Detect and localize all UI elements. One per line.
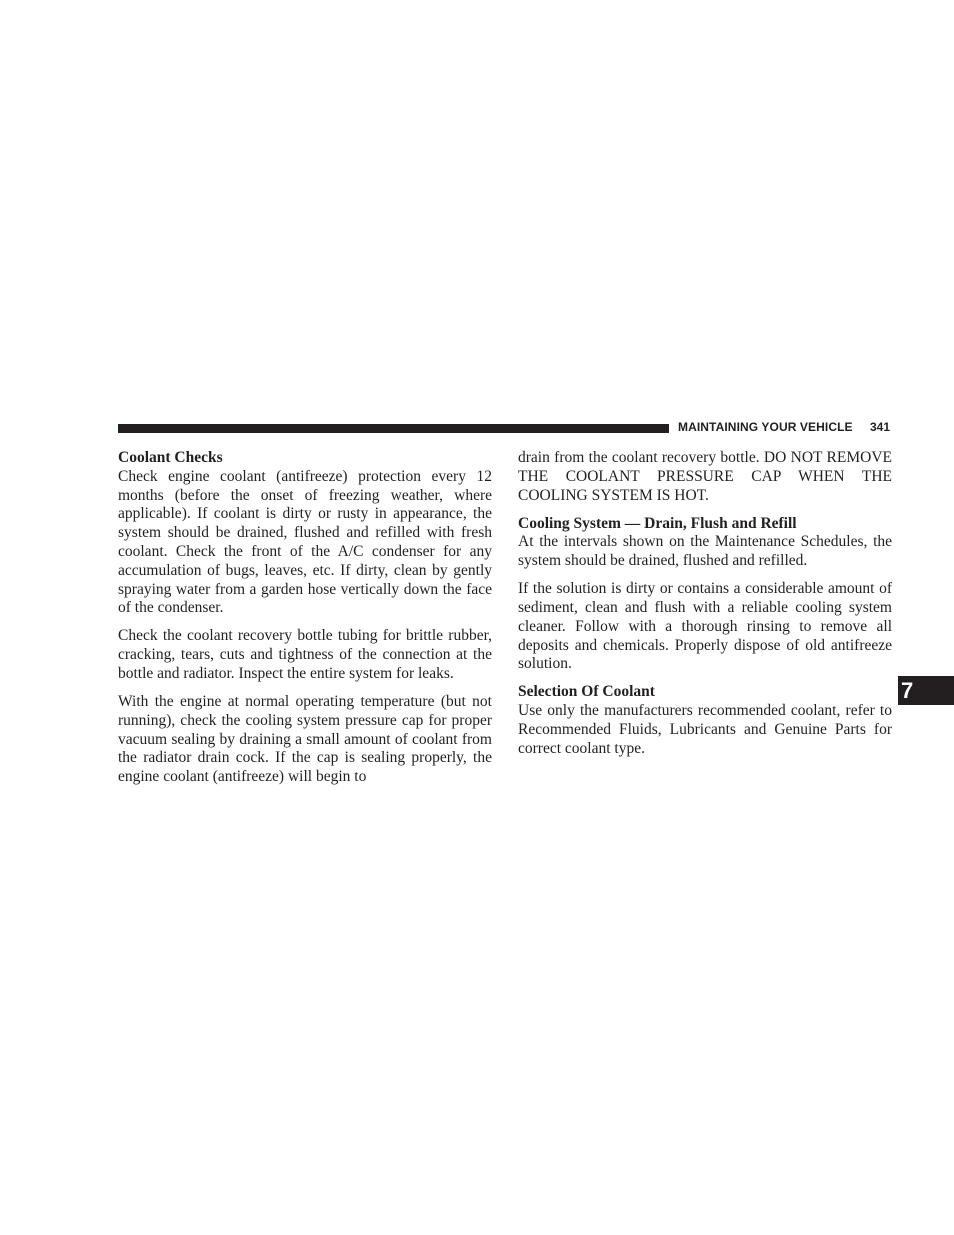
paragraph-pressure-cap-check: With the engine at normal operating temperature (but not running), check the cooling system pressure cap for proper vacuum sealing by draining a small amount of coolant from the radiator drain cock. If the cap is sealing properly, the engine coolant (antifreeze) will begin to	[118, 692, 492, 786]
running-header-title: MAINTAINING YOUR VEHICLE	[678, 420, 853, 434]
paragraph-drain-cleaning: If the solution is dirty or contains a considerable amount of sediment, clean and flush with a reliable cooling system cleaner. Follow with a thorough rinsing to remove all deposits and chemicals. Properly dispose of old antifreeze solution.	[518, 580, 892, 673]
paragraph-drain-intervals: At the intervals shown on the Maintenance Schedules, the system should be drained, flushed and refilled.	[518, 533, 892, 570]
heading-drain-flush-refill: Cooling System — Drain, Flush and Refill	[518, 514, 797, 532]
paragraph-recovery-bottle-tubing: Check the coolant recovery bottle tubing for brittle rubber, cracking, tears, cuts and tightness of the connection at the bottle and radiator. Inspect the entire system for leaks.	[118, 627, 492, 682]
paragraph-selection-of-coolant: Use only the manufacturers recommended coolant, refer to Recommended Fluids, Lubricants and Genuine Parts for correct coolant type.	[518, 702, 892, 757]
paragraph-pressure-cap-continued: drain from the coolant recovery bottle. DO NOT REMOVE THE COOLANT PRESSURE CAP WHEN THE COOLING SYSTEM IS HOT.	[518, 449, 892, 504]
right-column	[518, 449, 892, 768]
page-number: 341	[870, 420, 891, 434]
paragraph-coolant-checks: Check engine coolant (antifreeze) protection every 12 months (before the onset of freezing weather, where applicable). If coolant is dirty or rusty in appearance, the system should be drained, flushed and refilled with fresh coolant. Check the front of the A/C condenser for any accumulation of bugs, leaves, etc. If dirty, clean by gently spraying water from a garden hose vertically down the face of the condenser.	[118, 467, 492, 617]
header-rule	[118, 424, 669, 433]
heading-selection-of-coolant: Selection Of Coolant	[518, 683, 655, 701]
left-column	[118, 449, 492, 796]
chapter-tab: 7	[898, 676, 954, 705]
heading-coolant-checks: Coolant Checks	[118, 449, 223, 466]
